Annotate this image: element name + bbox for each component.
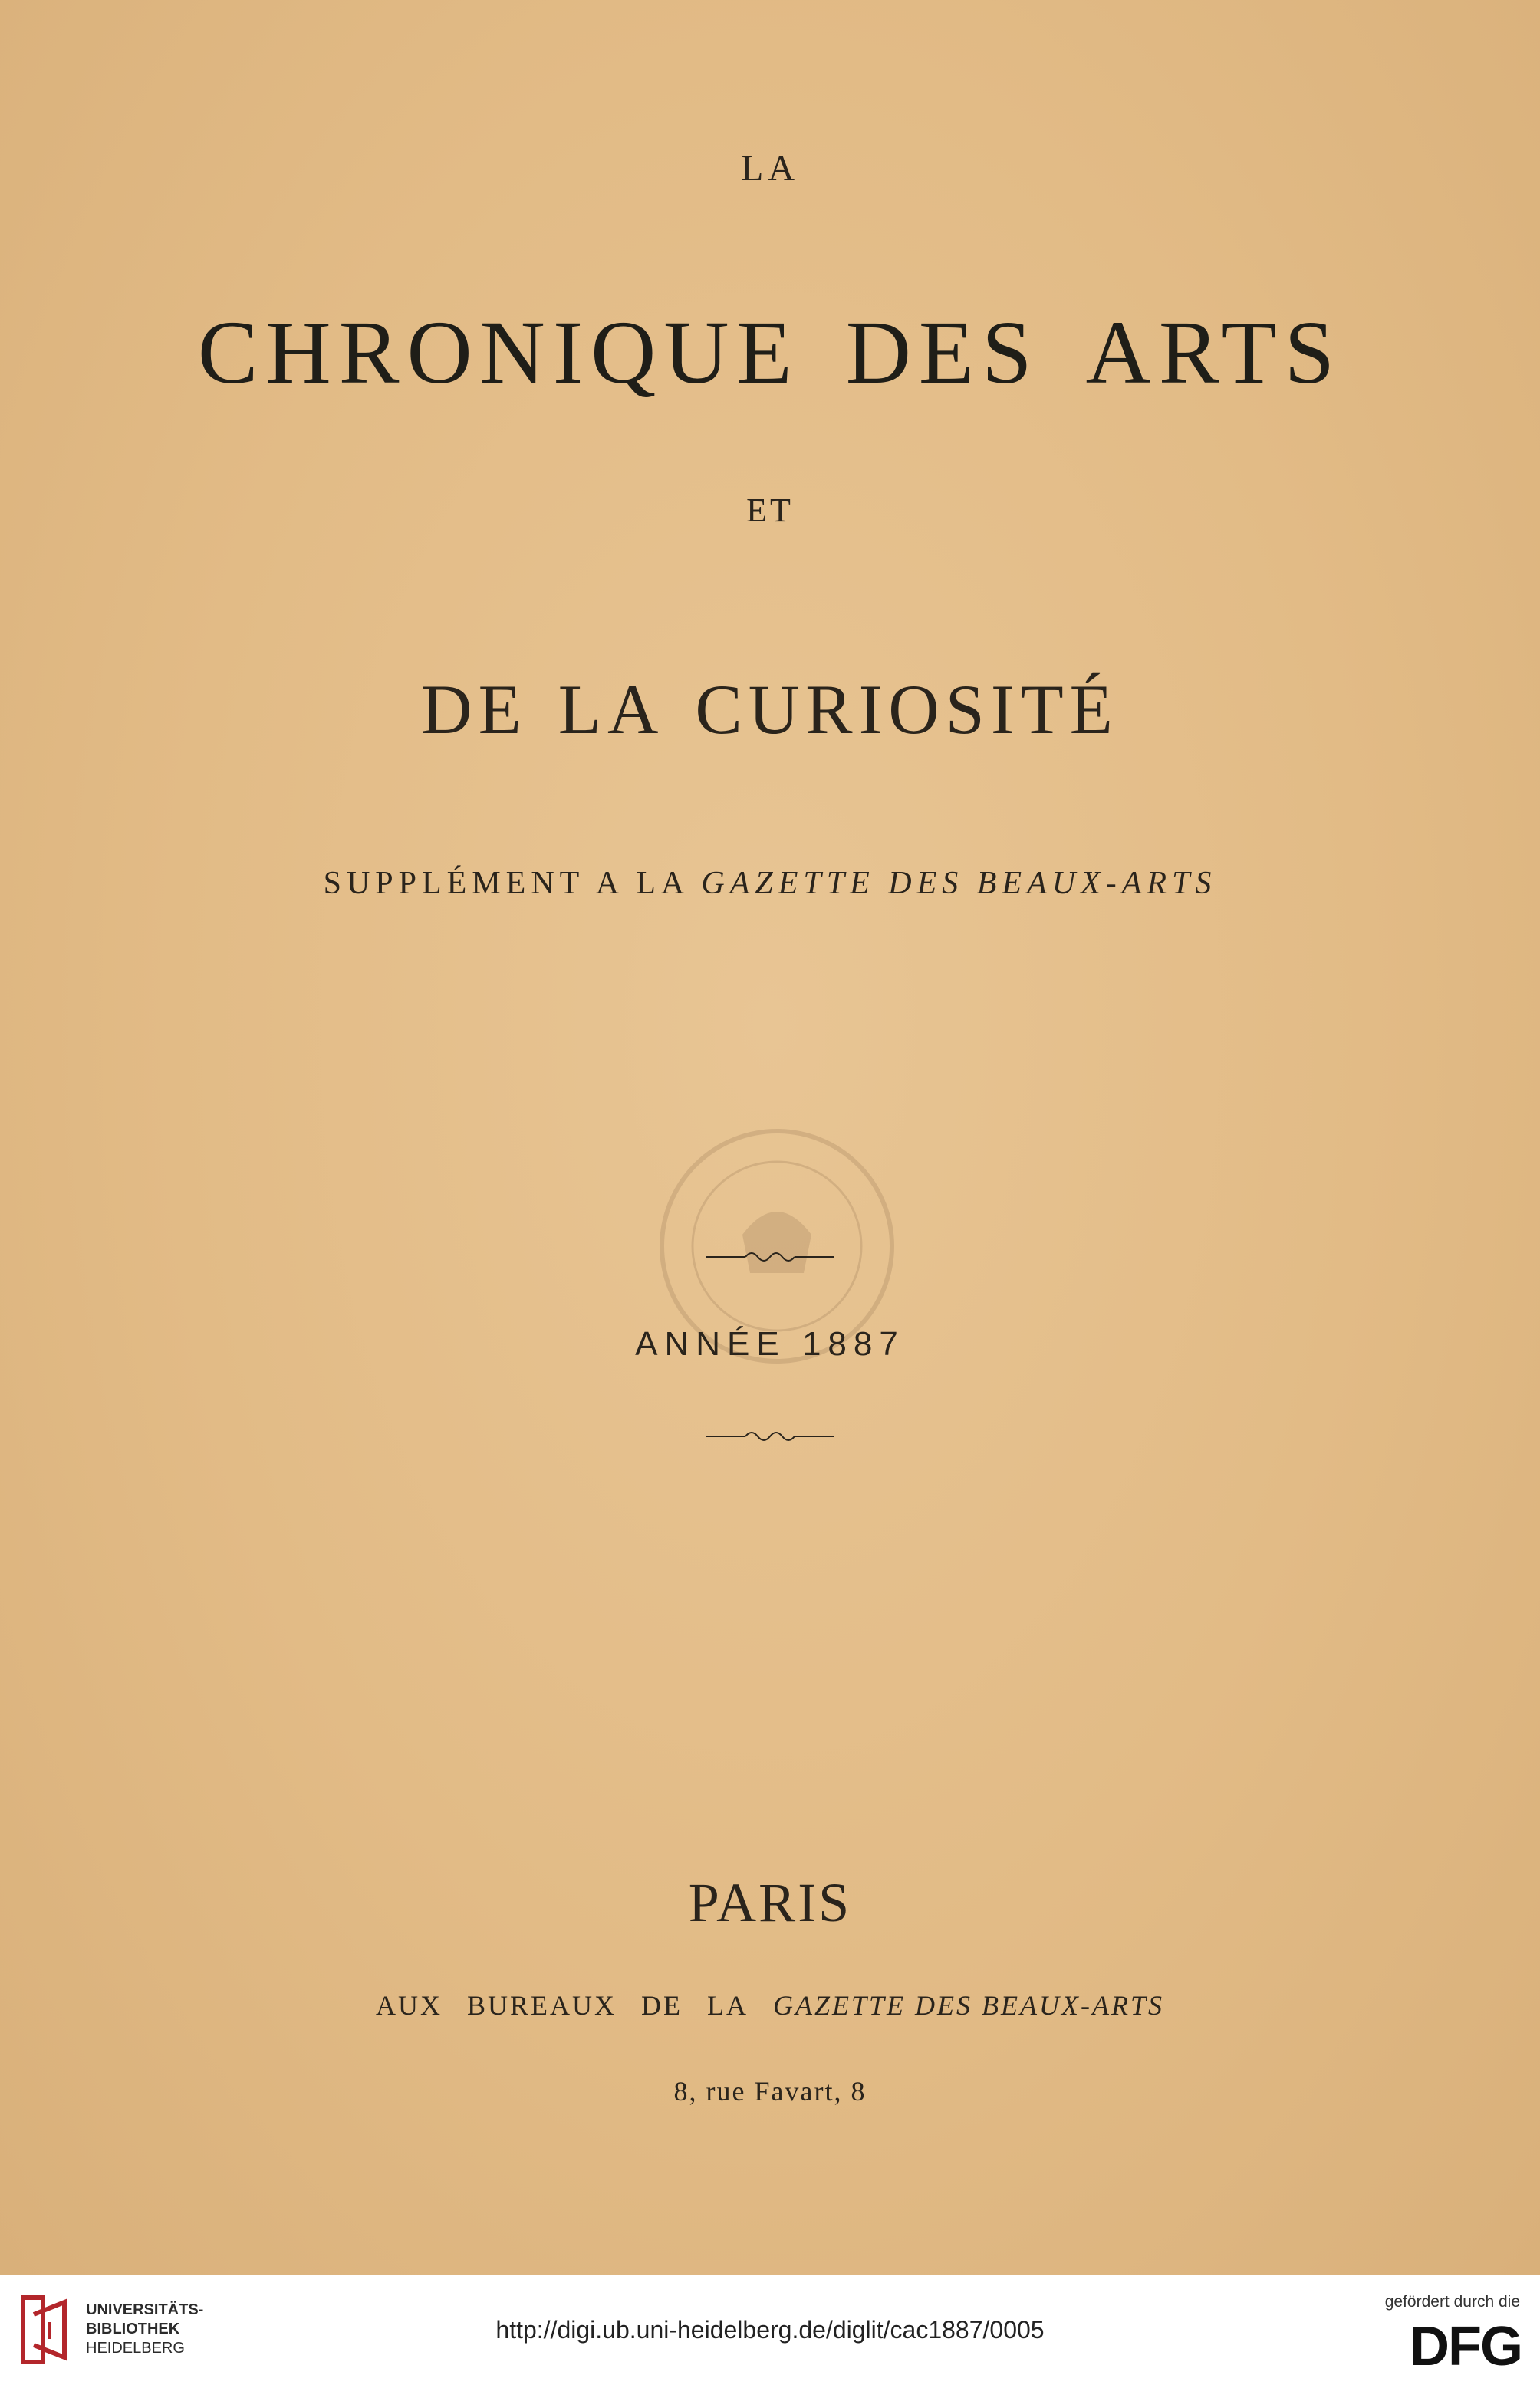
year-line: ANNÉE 1887	[635, 1325, 905, 1363]
subtitle-word-curiosite: CURIOSITÉ	[695, 670, 1119, 748]
title-word-arts: ARTS	[1085, 302, 1343, 403]
supplement-prefix: SUPPLÉMENT A LA	[323, 866, 702, 901]
subtitle-word-la: LA	[558, 670, 665, 748]
ornament-divider-bottom	[706, 1426, 834, 1446]
ornament-divider-top	[706, 1247, 834, 1267]
library-name-line2: BIBLIOTHEK	[86, 2321, 180, 2337]
dfg-logo[interactable]: DFG	[1410, 2316, 1522, 2377]
digitization-footer	[0, 2275, 1540, 2385]
subtitle-curiosite	[0, 669, 1540, 750]
publisher-word-la: LA	[707, 1990, 749, 2021]
publisher-line	[0, 1989, 1540, 2021]
main-title	[0, 301, 1540, 405]
article-la: LA	[741, 148, 799, 189]
funding-label: gefördert durch die	[1384, 2293, 1520, 2311]
publisher-word-bureaux: BUREAUX	[467, 1990, 617, 2021]
publisher-address: 8, rue Favart, 8	[673, 2076, 867, 2107]
publication-city: PARIS	[688, 1872, 852, 1933]
publisher-word-aux: AUX	[376, 1990, 443, 2021]
publisher-word-de: DE	[641, 1990, 683, 2021]
subtitle-word-de: DE	[421, 670, 528, 748]
library-name-line1: UNIVERSITÄTS-	[86, 2301, 204, 2318]
supplement-line	[0, 865, 1540, 902]
publisher-gazette-title: GAZETTE DES BEAUX-ARTS	[773, 1990, 1164, 2021]
title-word-chronique: CHRONIQUE	[197, 302, 800, 403]
supplement-gazette-title: GAZETTE DES BEAUX-ARTS	[701, 866, 1217, 901]
permalink-url[interactable]: http://digi.ub.uni-heidelberg.de/diglit/cac1887/0005	[495, 2316, 1045, 2344]
title-word-des: DES	[845, 302, 1040, 403]
library-name-line3: HEIDELBERG	[86, 2340, 185, 2357]
conjunction-et: ET	[746, 492, 794, 529]
